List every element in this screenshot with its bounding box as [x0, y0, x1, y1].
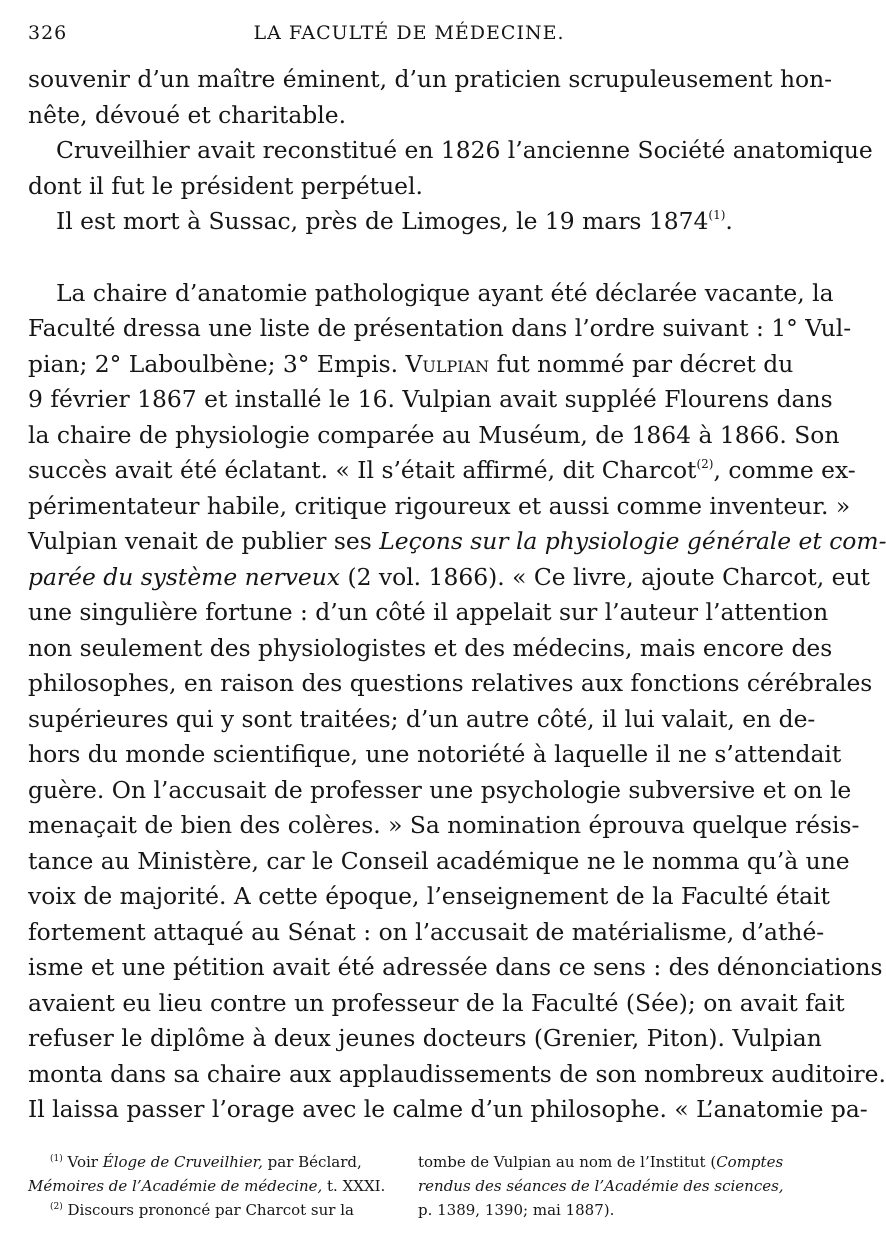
- text-line: monta dans sa chaire aux applaudissements de son nombreux auditoire.: [28, 1059, 886, 1088]
- text-line: non seulement des physiologistes et des médecins, mais encore des: [28, 633, 833, 662]
- text-run: pian; 2° Laboulbène; 3° Empis.: [28, 349, 406, 378]
- text-run: Il est mort à Sussac, près de Limoges, le 19 mars 1874: [56, 207, 709, 235]
- person-name: Vulpian: [405, 349, 490, 378]
- text-line: Faculté dressa une liste de présentation dans l’ordre suivant : 1° Vul-: [28, 314, 852, 342]
- text-line: isme et une pétition avait été adressée dans ce sens : des dénonciations: [28, 953, 883, 981]
- text-line: hors du monde scientifique, une notoriété à laquelle il ne s’attendait: [28, 740, 842, 768]
- text-line: Cruveilhier avait reconstitué en 1826 l’ancienne Société anatomique: [56, 136, 873, 164]
- text-run: fut nommé par décret du: [489, 349, 794, 378]
- footnote-mark: (2): [50, 1202, 63, 1212]
- page-header: [28, 22, 760, 52]
- footnote-ref[interactable]: (1): [708, 208, 726, 222]
- footnote-2-cont: [418, 1150, 784, 1174]
- text-run: Voir: [62, 1153, 103, 1171]
- text-line: souvenir d’un maître éminent, d’un praticien scrupuleusement hon-: [28, 65, 833, 93]
- text-run: (2 vol. 1866). « Ce livre, ajoute Charcot, eut: [340, 562, 870, 591]
- text-line: la chaire de physiologie comparée au Muséum, de 1864 à 1866. Son: [28, 420, 840, 449]
- main-text: [28, 62, 886, 1128]
- text-line: avaient eu lieu contre un professeur de la Faculté (Sée); on avait fait: [28, 988, 845, 1017]
- text-run: t. XXXI.: [322, 1177, 386, 1195]
- text-line: voix de majorité. A cette époque, l’enseignement de la Faculté était: [28, 882, 830, 910]
- text-run: , comme ex-: [713, 456, 856, 484]
- footnote-2: [28, 1198, 390, 1222]
- footnote-2-cont: [418, 1174, 784, 1198]
- text-line: [28, 347, 794, 383]
- paragraph-gap: [28, 240, 770, 276]
- text-line: dont il fut le président perpétuel.: [28, 171, 423, 200]
- footnote-1: [28, 1150, 390, 1174]
- text-line: périmentateur habile, critique rigoureux et aussi comme inventeur. »: [28, 491, 851, 520]
- text-line: 9 février 1867 et installé le 16. Vulpian avait suppléé Flourens dans: [28, 385, 833, 413]
- text-run: Vulpian venait de publier ses: [28, 527, 380, 555]
- text-run: .: [725, 207, 733, 235]
- text-line: [28, 204, 770, 240]
- text-line: La chaire d’anatomie pathologique ayant été déclarée vacante, la: [56, 278, 834, 307]
- text-run: rendus des séances de l’Académie des sciences,: [418, 1177, 784, 1195]
- footnote-mark: (1): [50, 1154, 63, 1164]
- page-number: 326: [28, 22, 68, 44]
- text-line: une singulière fortune : d’un côté il appelait sur l’auteur l’attention: [28, 598, 829, 626]
- text-line: [28, 524, 886, 560]
- book-title: Leçons sur la physiologie générale et com-: [379, 527, 886, 555]
- text-line: menaçait de bien des colères. » Sa nomination éprouva quelque résis-: [28, 811, 860, 839]
- text-run: par Béclard,: [262, 1153, 362, 1171]
- text-line: Il laissa passer l’orage avec le calme d’un philosophe. « L’anatomie pa-: [28, 1095, 868, 1123]
- text-line: philosophes, en raison des questions relatives aux fonctions cérébrales: [28, 669, 873, 697]
- footnote-ref[interactable]: (2): [696, 457, 714, 471]
- text-run: succès avait été éclatant. « Il s’était affirmé, dit Charcot: [28, 456, 697, 484]
- text-line: nête, dévoué et charitable.: [28, 100, 347, 129]
- text-run: Éloge de Cruveilhier,: [102, 1153, 263, 1171]
- text-run: tombe de Vulpian au nom de l’Institut (: [418, 1153, 717, 1171]
- footnote-column-right: [418, 1150, 784, 1222]
- text-line: refuser le diplôme à deux jeunes docteurs (Grenier, Piton). Vulpian: [28, 1024, 822, 1052]
- text-run: Discours prononcé par Charcot sur la: [62, 1201, 354, 1219]
- footnote-1-cont: [28, 1174, 390, 1198]
- text-line: [28, 453, 856, 489]
- book-title: parée du système nerveux: [28, 562, 341, 591]
- text-run: Comptes: [716, 1153, 784, 1171]
- text-line: guère. On l’accusait de professer une psychologie subversive et on le: [28, 775, 852, 804]
- footnote-column-left: [28, 1150, 390, 1222]
- text-run: Mémoires de l’Académie de médecine,: [28, 1177, 323, 1195]
- running-title: LA FACULTÉ DE MÉDECINE.: [253, 22, 565, 44]
- text-line: tance au Ministère, car le Conseil académique ne le nomma qu’à une: [28, 846, 850, 875]
- text-line: fortement attaqué au Sénat : on l’accusait de matérialisme, d’athé-: [28, 917, 825, 946]
- text-line: [28, 560, 870, 596]
- footnote-2-cont: p. 1389, 1390; mai 1887).: [418, 1201, 615, 1219]
- text-line: supérieures qui y sont traitées; d’un autre côté, il lui valait, en de-: [28, 704, 816, 733]
